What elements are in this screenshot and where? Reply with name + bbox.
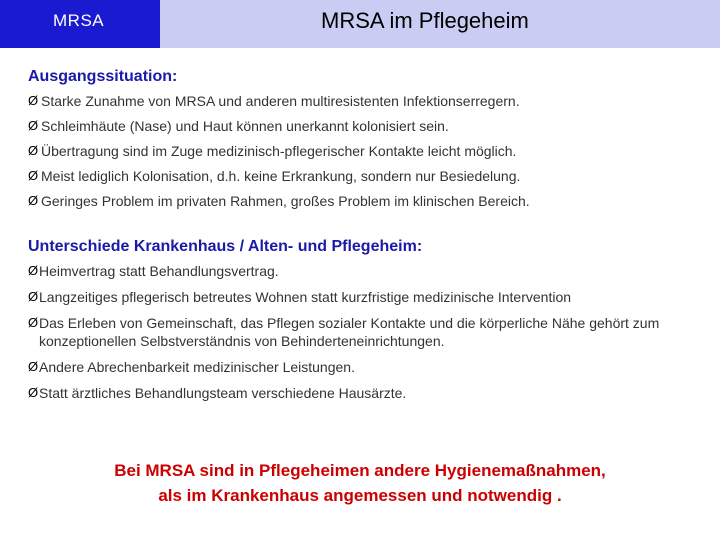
list-item: Ø Das Erleben von Gemeinschaft, das Pflegen sozialer Kontakte und die körperliche Nähe gehört zum konzeptionellen Selbstverständnis von Behinderteneinrichtungen. [28,315,660,349]
arrow-bullet-icon: Ø [28,93,39,108]
arrow-bullet-icon: Ø [28,359,39,374]
list-item: Ø Heimvertrag statt Behandlungsvertrag. [28,263,279,279]
header-tag: MRSA [53,11,105,30]
conclusion-line-1: Bei MRSA sind in Pflegeheimen andere Hygienemaßnahmen, [114,461,606,480]
list-item: Ø Geringes Problem im privaten Rahmen, großes Problem im klinischen Bereich. [28,193,530,209]
arrow-bullet-icon: Ø [28,385,39,400]
section-heading: Unterschiede Krankenhaus / Alten- und Pflegeheim: [28,238,423,255]
list-item: Ø Schleimhäute (Nase) und Haut können unerkannt kolonisiert sein. [28,118,449,134]
header-tag-box [0,0,160,48]
section-heading: Ausgangssituation: [28,68,178,85]
list-item: Ø Übertragung sind im Zuge medizinisch-pflegerischer Kontakte leicht möglich. [28,143,517,159]
list-item: Ø Meist lediglich Kolonisation, d.h. keine Erkrankung, sondern nur Besiedelung. [28,168,521,184]
section-unterschiede [28,238,708,410]
list-item: Ø Starke Zunahme von MRSA und anderen multiresistenten Infektionserregern. [28,93,520,109]
arrow-bullet-icon: Ø [28,168,39,183]
page-title: MRSA im Pflegeheim [321,8,529,33]
conclusion-line-2: als im Krankenhaus angemessen und notwendig . [158,486,562,505]
list-item: Ø Statt ärztliches Behandlungsteam verschiedene Hausärzte. [28,385,407,401]
arrow-bullet-icon: Ø [28,193,39,208]
list-item: Ø Andere Abrechenbarkeit medizinischer Leistungen. [28,359,355,375]
conclusion-statement [40,458,680,508]
arrow-bullet-icon: Ø [28,315,39,330]
arrow-bullet-icon: Ø [28,263,39,278]
header-title-box [160,0,720,48]
arrow-bullet-icon: Ø [28,143,39,158]
slide-header [0,0,720,48]
section-ausgangssituation [28,68,708,217]
list-item: Ø Langzeitiges pflegerisch betreutes Wohnen statt kurzfristige medizinische Intervention [28,289,572,305]
arrow-bullet-icon: Ø [28,289,39,304]
arrow-bullet-icon: Ø [28,118,39,133]
